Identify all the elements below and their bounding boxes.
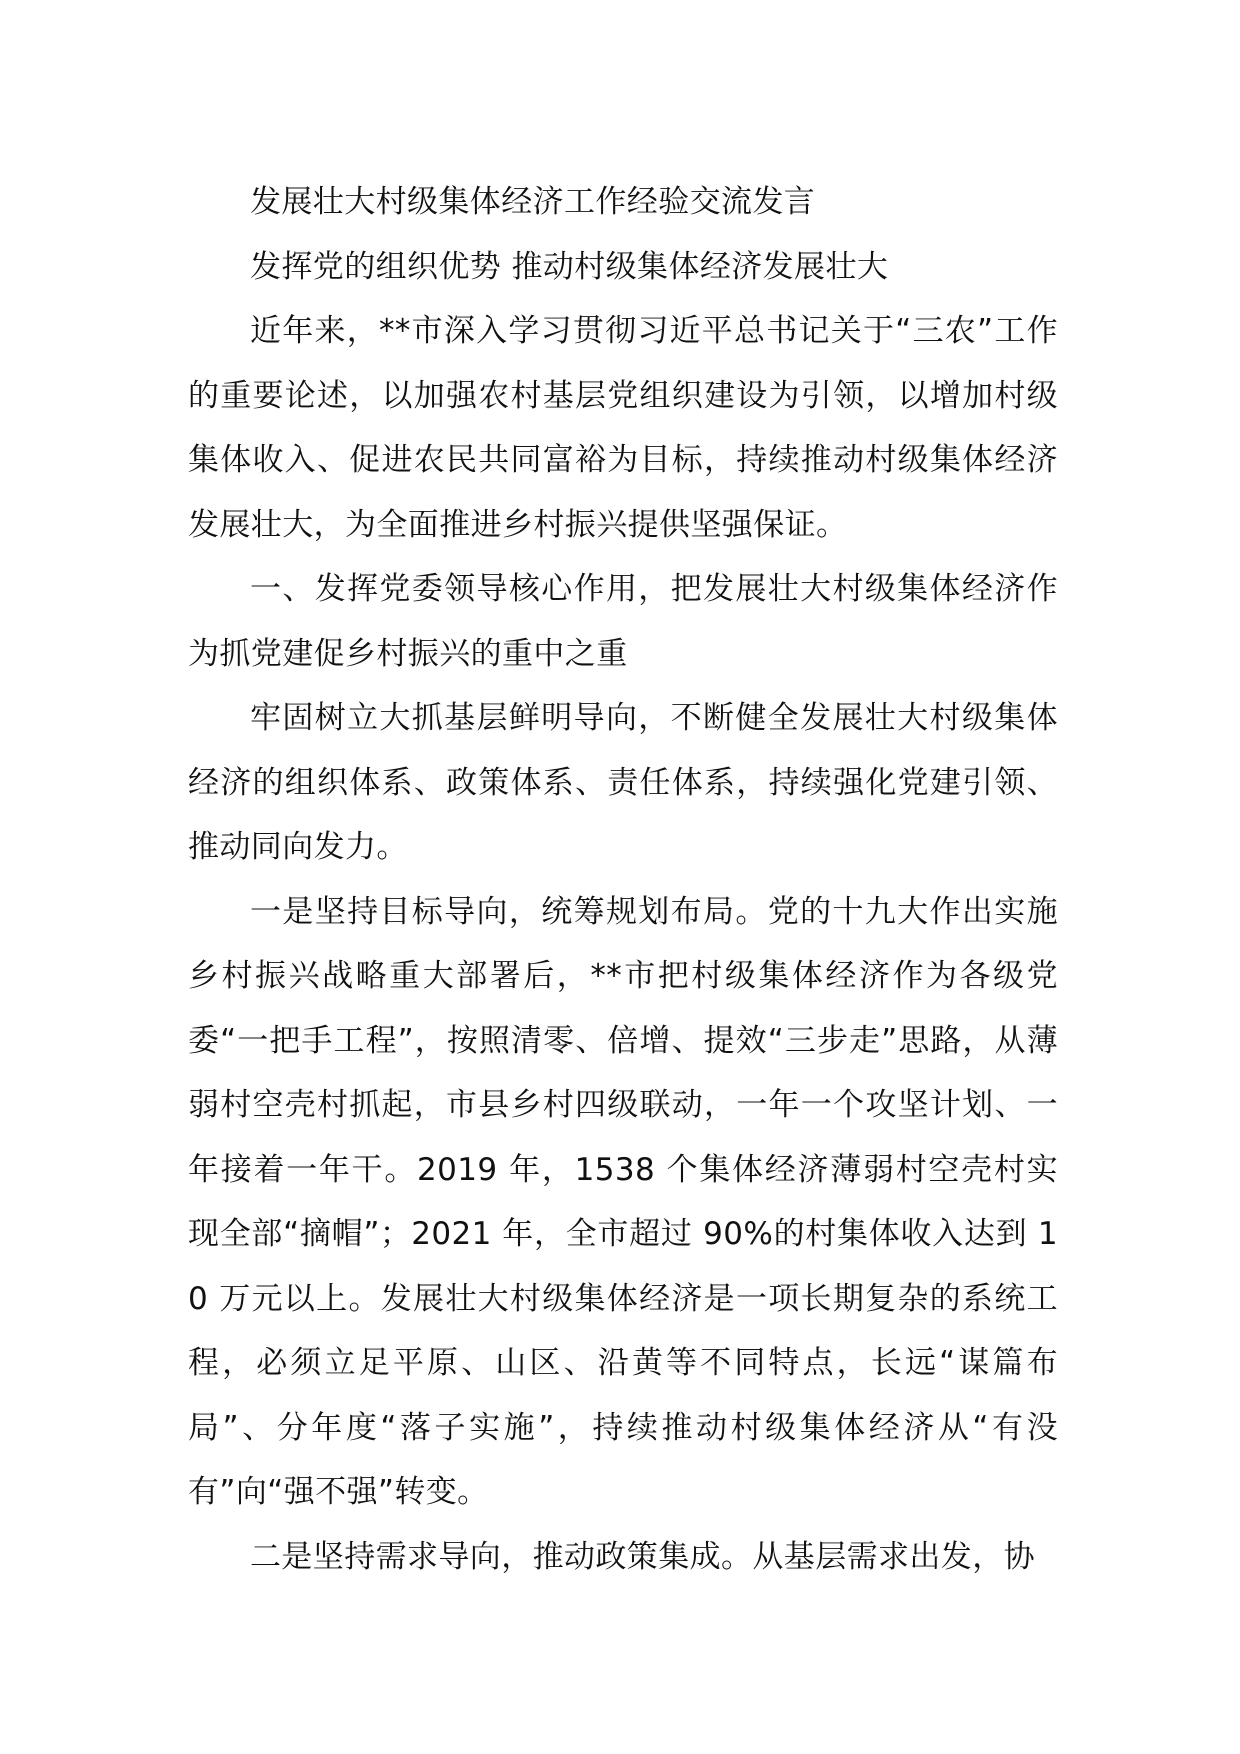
document-title: 发展壮大村级集体经济工作经验交流发言 <box>250 184 816 220</box>
section-one-summary: 牢固树立大抓基层鲜明导向，不断健全发展壮大村级集体经济的组织体系、政策体系、责任体系，持续强化党建引领、推动同向发力。 <box>188 700 1058 865</box>
point-two-paragraph: 二是坚持需求导向，推动政策集成。从基层需求出发，协 <box>250 1538 1035 1575</box>
document-body <box>188 170 1058 1589</box>
intro-paragraph: 近年来，**市深入学习贯彻习近平总书记关于“三农”工作的重要论述，以加强农村基层党组织建设为引领，以增加村级集体收入、促进农民共同富裕为目标，持续推动村级集体经济发展壮大，为全面推进乡村振兴提供坚强保证。 <box>188 313 1058 543</box>
section-heading-one: 一、发挥党委领导核心作用，把发展壮大村级集体经济作为抓党建促乡村振兴的重中之重 <box>188 571 1058 672</box>
point-one-paragraph: 一是坚持目标导向，统筹规划布局。党的十九大作出实施乡村振兴战略重大部署后，**市把村级集体经济作为各级党委“一把手工程”，按照清零、倍增、提效“三步走”思路，从薄弱村空壳村抓起，市县乡村四级联动，一年一个攻坚计划、一年接着一年干。2019 年，1538 个集体经济薄弱村空壳村实现全部“摘帽”；2021 年，全市超过 90%的村集体收入达到 10 万元以上。发展壮大村级集体经济是一项长期复杂的系统工程，必须立足平原、山区、沿黄等不同特点，长远“谋篇布局”、分年度“落子实施”，持续推动村级集体经济从“有没有”向“强不强”转变。 <box>188 893 1058 1510</box>
document-subtitle: 发挥党的组织优势 推动村级集体经济发展壮大 <box>250 248 889 285</box>
